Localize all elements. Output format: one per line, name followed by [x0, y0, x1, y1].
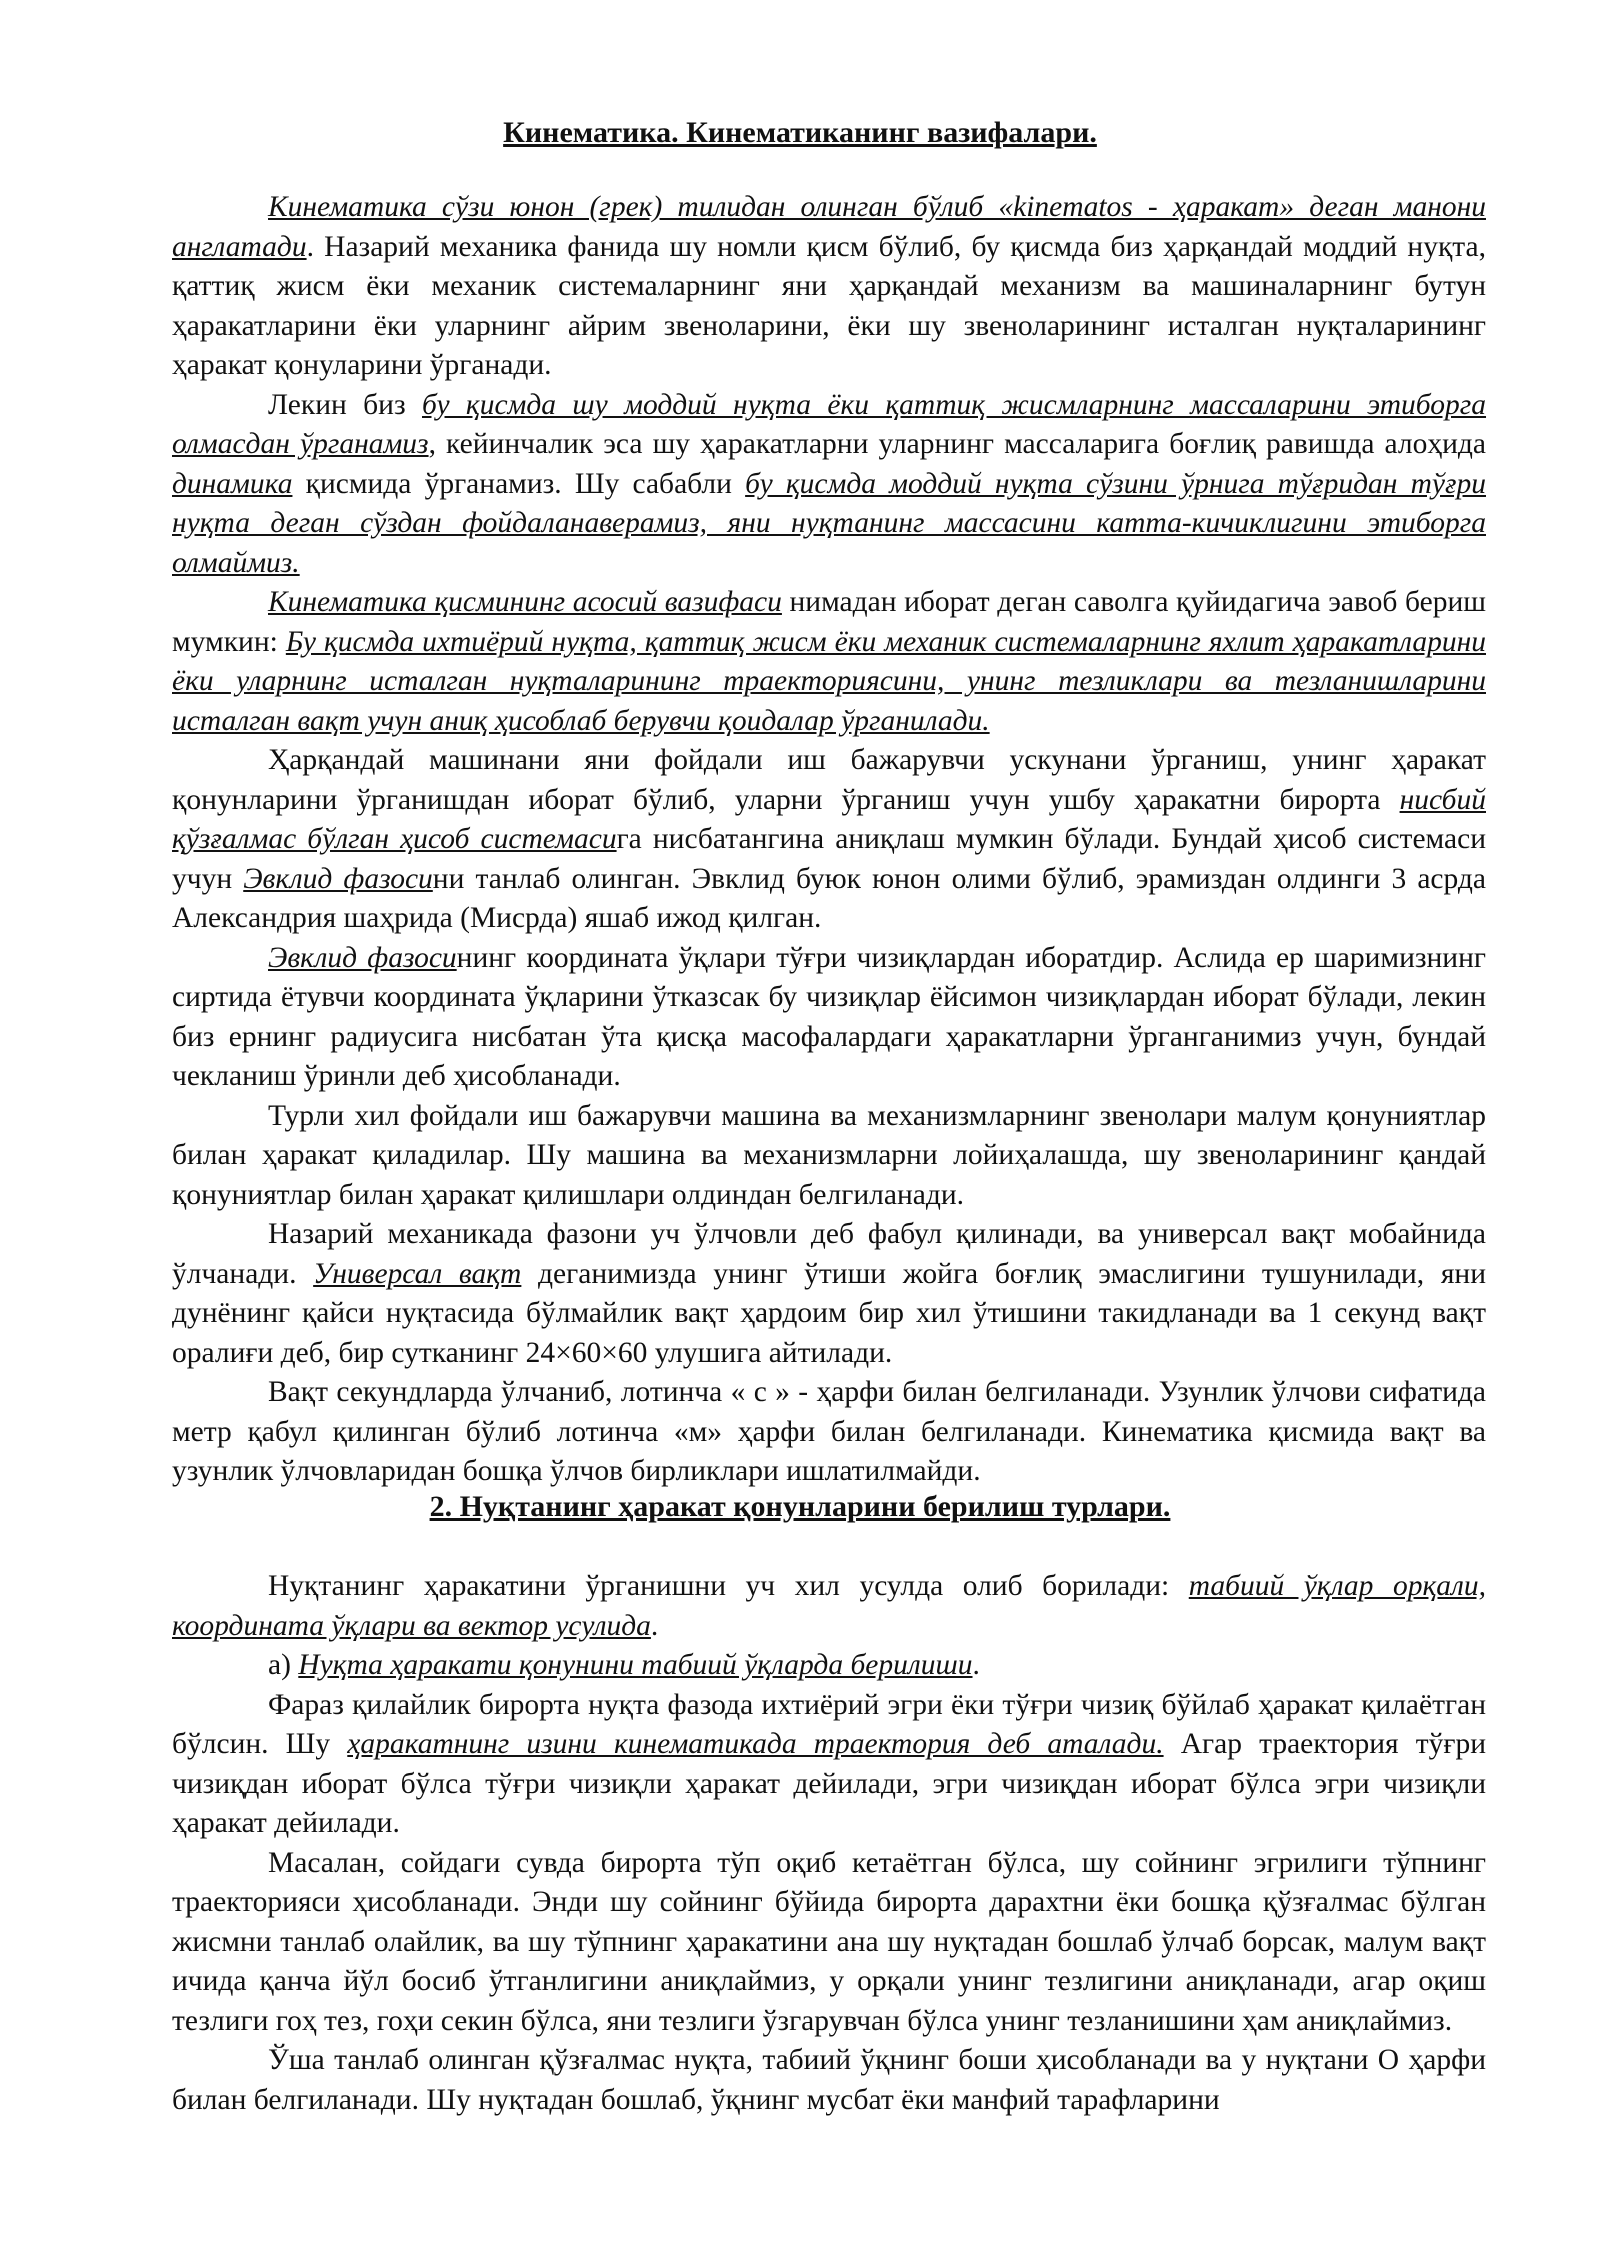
text-run: нимадан иборат деган саволга қуйидагича эавоб бериш мумкин: [172, 586, 1486, 658]
text-run: а) [268, 1649, 299, 1681]
text-run: Фараз қилайлик бирорта нуқта фазода ихтиёрий эгри ёки тўғри чизиқ бўйлаб ҳаракат қилаётган бўлсин. Шу [172, 1688, 1486, 1760]
text-run: . [650, 1609, 659, 1642]
text-run: . [972, 1649, 980, 1681]
emphasized-text: ҳаракатнинг изини кинематикада траектория деб аталади. [347, 1728, 1164, 1760]
emphasized-text: Бу қисмда ихтиёрий нуқта, қаттиқ жисм ёки механик системаларнинг яхлит ҳаракатларини ёки уларнинг исталган нуқталарининг траекториясини, унинг тезликлари ва тезланишларини исталган вақт учун аниқ ҳисоблаб берувчи қоидалар ўрганилади. [172, 625, 1486, 737]
emphasized-text: Кинематика қисмининг асосий вазифаси [268, 586, 782, 618]
emphasized-text: Универсал вақт [313, 1257, 522, 1290]
text-run: деганимизда унинг ўтиши жойга боғлиқ эмаслигини тушунилади, яни дунёнинг қайси нуқтасида бўлмайлик вақт ҳардоим бир хил ўтишини такидланади ва 1 секунд вақт оралиғи деб, бир сутканинг 24×60×60 улушига айтилади. [172, 1257, 1487, 1369]
section-point-motion-body [172, 1567, 1486, 2120]
text-run: Вақт секундларда ўлчаниб, лотинча « с » - ҳарфи билан белгиланади. Узунлик ўлчови сифатида метр қабул қилинган бўлиб лотинча «м» ҳарфи билан белгиланади. Кинематика қисмида вақт ва узунлик ўлчовларидан бошқа ўлчов бирликлари ишлатилмайди. [172, 1376, 1486, 1487]
text-run: Ўша танлаб олинган қўзғалмас нуқта, табиий ўқнинг боши ҳисобланади ва у нуқтани О ҳарфи билан белгиланади. Шу нуқтадан бошлаб, ўқнинг мусбат ёки манфий тарафларини [172, 2044, 1486, 2116]
text-run: Агар траектория тўғри чизиқдан иборат бўлса тўғри чизиқли ҳаракат дейилади, эгри чизиқдан иборат бўлса эгри чизиқли ҳаракат дейилади. [172, 1728, 1486, 1839]
emphasized-text: табиий ўқлар орқали, координата ўқлари ва вектор усулида [172, 1570, 1486, 1642]
paragraph [172, 1373, 1486, 1492]
text-run: Лекин биз [268, 388, 422, 421]
section-title-kinematics: Кинематика. Кинематиканинг вазифалари. [503, 116, 1097, 149]
text-run: , кейинчалик эса шу ҳаракатларни уларнинг массаларига боғлиқ равишда алоҳида [428, 428, 1487, 460]
text-run: нинг координата ўқлари тўғри чизиқлардан иборатдир. Аслида ер шаримизнинг сиртида ётувчи координата ўқларини ўтказсак бу чизиқлар ёйсимон чизиқлардан иборат бўлади, лекин биз ернинг радиусига нисбатан ўта қисқа масофалардаги ҳаракатларни ўрганганимиз учун, бундай чекланиш ўринли деб ҳисобланади. [172, 941, 1486, 1092]
emphasized-text: Эвклид фазоси [243, 862, 433, 895]
section-kinematics-body [172, 188, 1486, 1492]
paragraph [172, 583, 1486, 741]
paragraph [172, 939, 1486, 1097]
emphasized-text: Кинематика сўзи юнон (грек) тилидан олинган бўлиб «kinematos - ҳаракат» деган манони англатади [172, 191, 1486, 263]
paragraph [172, 741, 1486, 939]
paragraph [172, 1215, 1486, 1373]
emphasized-text: Нуқта ҳаракати қонунини табиий ўқларда берилиши [298, 1649, 973, 1681]
paragraph [172, 386, 1486, 584]
emphasized-text: динамика [172, 467, 293, 500]
text-run: Турли хил фойдали иш бажарувчи машина ва механизмларнинг звенолари малум қонуниятлар билан ҳаракат қиладилар. Шу машина ва механизмларни лойиҳалашда, шу звеноларининг қандай қонуниятлар билан ҳаракат қилишлари олдиндан белгиланади. [172, 1099, 1486, 1211]
paragraph [172, 1844, 1486, 2042]
emphasized-text: бу қисмда моддий нуқта сўзини ўрнига тўғридан тўғри нуқта деган сўздан фойдаланаверамиз, яни нуқтанинг массасини катта-кичиклигини этиборга олмаймиз. [172, 467, 1486, 579]
text-run: Назарий механикада фазони уч ўлчовли деб фабул қилинади, ва универсал вақт мобайнида ўлчанади. [172, 1218, 1486, 1290]
text-run: ни танлаб олинган. Эвклид буюк юнон олими бўлиб, эрамиздан олдинги 3 асрда Александрия шаҳрида (Мисрда) яшаб ижод қилган. [172, 862, 1486, 934]
emphasized-text: нисбий қўзғалмас бўлган ҳисоб системаси [172, 783, 1486, 855]
text-run: Масалан, сойдаги сувда бирорта тўп оқиб кетаётган бўлса, шу сойнинг эгрилиги тўпнинг траекторияси ҳисобланади. Энди шу сойнинг бўйида бирорта дарахтни ёки бошқа қўзғалмас бўлган жисмни танлаб олайлик, ва шу тўпнинг ҳаракатини ана шу нуқтадан бошлаб ўлчаб борсак, малум вақт ичида қанча йўл босиб ўтганлигини аниқлаймиз, у орқали унинг тезлигини аниқланади, агар оқиш тезлиги гоҳ тез, гоҳи секин бўлса, яни тезлиги ўзгарувчан бўлса унинг тезланишини ҳам аниқлаймиз. [172, 1846, 1486, 2037]
paragraph [172, 1567, 1486, 1646]
text-run: . Назарий механика фанида шу номли қисм бўлиб, бу қисмда биз ҳарқандай моддий нуқта, қаттиқ жисм ёки механик системаларнинг яни ҳарқандай механизм ва машиналарнинг бутун ҳаракатларини ёки уларнинг айрим звеноларини, ёки шу звеноларининг исталган нуқталарининг ҳаракат қонуларини ўрганади. [172, 230, 1486, 381]
paragraph [172, 1646, 1486, 1686]
emphasized-text: бу қисмда шу моддий нуқта ёки қаттиқ жисмларнинг массаларини этиборга олмасдан ўрганамиз [172, 388, 1487, 460]
paragraph [172, 1686, 1486, 1844]
paragraph [172, 188, 1486, 386]
text-run: Нуқтанинг ҳаракатини ўрганишни уч хил усулда олиб борилади: [268, 1570, 1189, 1602]
text-run: қисмида ўрганамиз. Шу сабабли [292, 467, 746, 500]
paragraph [172, 2041, 1486, 2120]
section-title-point-motion-laws: 2. Нуқтанинг ҳаракат қонунларини берилиш турлари. [429, 1490, 1171, 1523]
paragraph [172, 1097, 1486, 1216]
emphasized-text: Эвклид фазоси [268, 941, 457, 974]
text-run: Ҳарқандай машинани яни фойдали иш бажарувчи ускунани ўрганиш, унинг ҳаракат қонунларини ўрганишдан иборат бўлиб, уларни ўрганиш учун ушбу ҳаракатни бирорта [172, 744, 1486, 816]
text-run: га нисбатангина аниқлаш мумкин бўлади. Бундай ҳисоб системаси учун [172, 823, 1486, 895]
